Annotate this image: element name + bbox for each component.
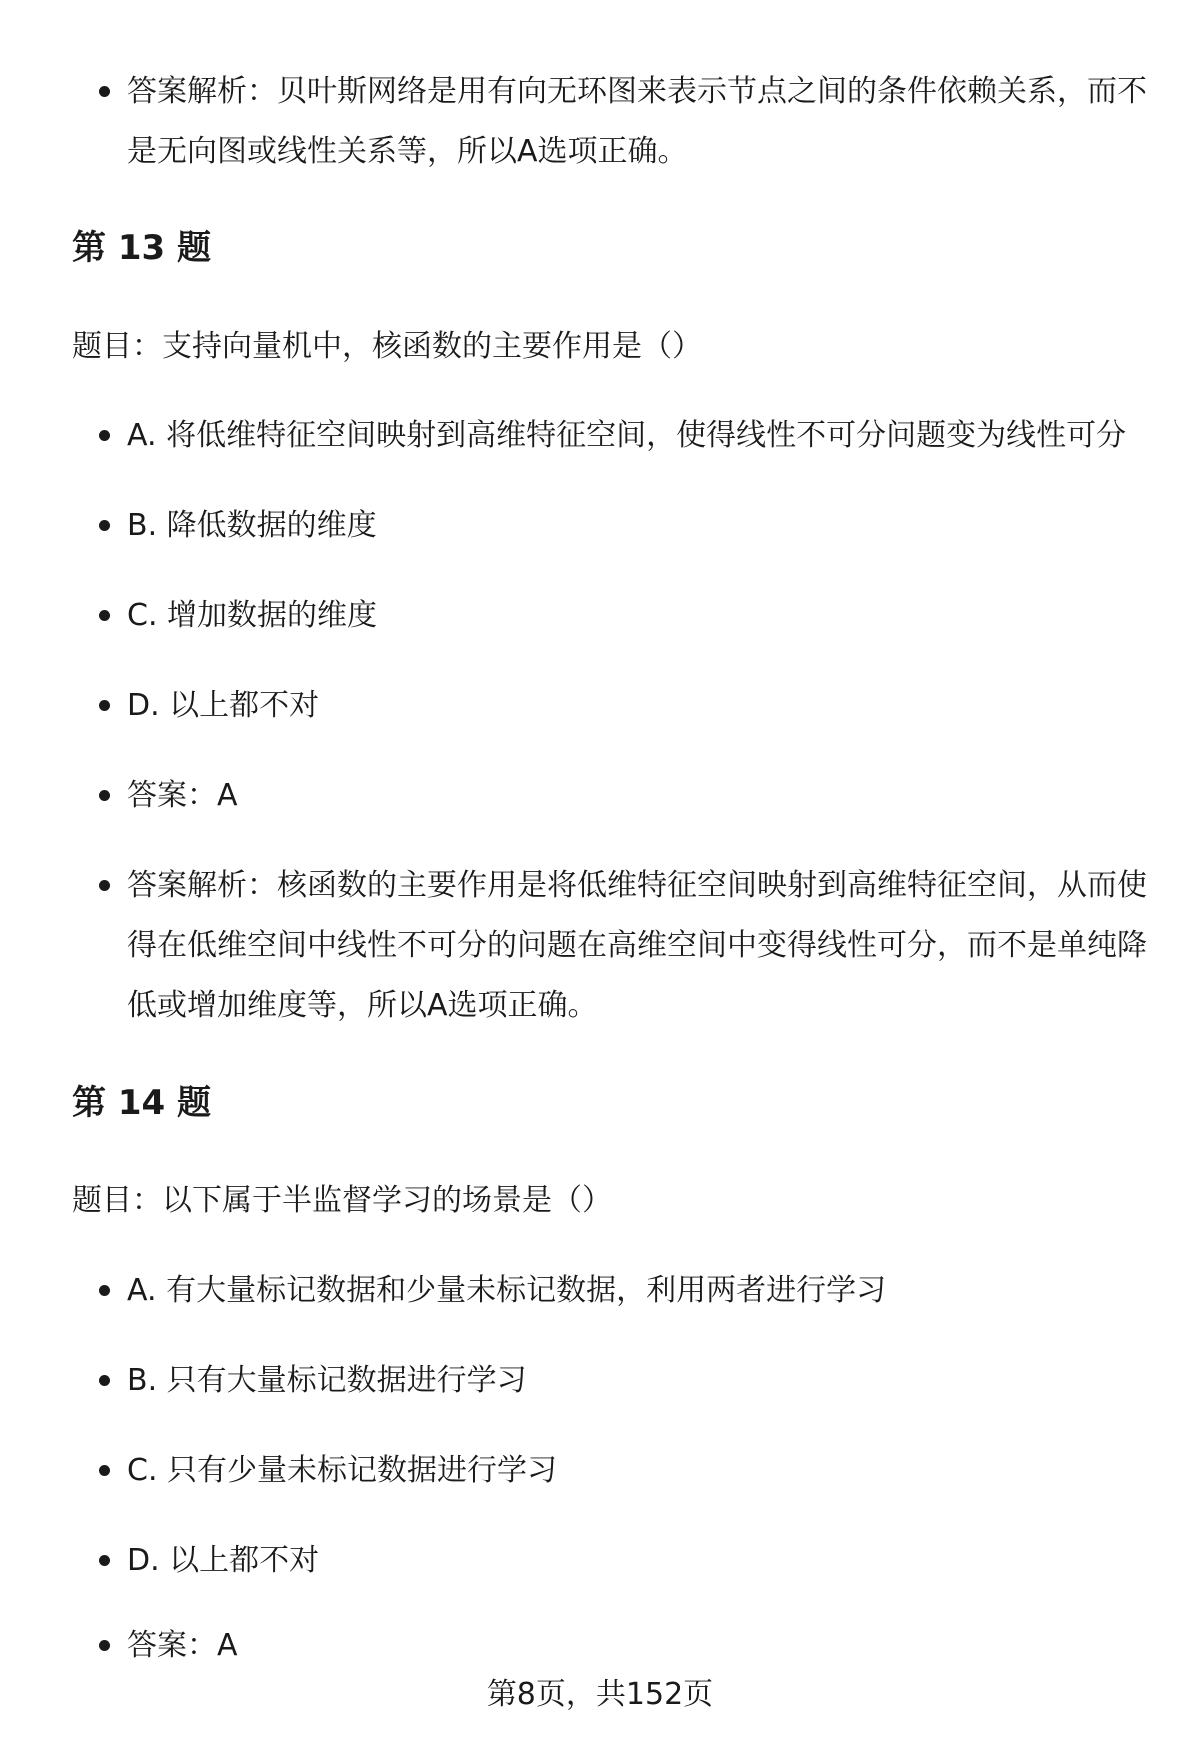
q13-question: 题目：支持向量机中，核函数的主要作用是（） [72,329,702,364]
q14-option-a: A. 有大量标记数据和少量未标记数据，利用两者进行学习 [127,1261,1147,1321]
q13-heading: 第 13 题 [72,228,211,268]
q13-option-d: D. 以上都不对 [127,676,1147,736]
page-footer: 第8页，共152页 [486,1677,714,1712]
q14-option-b: B. 只有大量标记数据进行学习 [127,1351,1147,1411]
q14-option-c: C. 只有少量未标记数据进行学习 [127,1441,1147,1501]
q13-analysis: 答案解析：核函数的主要作用是将低维特征空间映射到高维特征空间，从而使得在低维空间中线性不可分的问题在高维空间中变得线性可分，而不是单纯降低或增加维度等，所以A选项正确。 [127,856,1147,1036]
q14-answer: 答案：A [127,1616,1147,1676]
q14-heading: 第 14 题 [72,1083,211,1123]
q13-option-c: C. 增加数据的维度 [127,586,1147,646]
q13-answer: 答案：A [127,766,1147,826]
q14-option-d: D. 以上都不对 [127,1531,1147,1591]
q14-question: 题目：以下属于半监督学习的场景是（） [72,1183,612,1218]
q13-option-a: A. 将低维特征空间映射到高维特征空间，使得线性不可分问题变为线性可分 [127,406,1147,466]
q13-option-b: B. 降低数据的维度 [127,496,1147,556]
q12-analysis: 答案解析：贝叶斯网络是用有向无环图来表示节点之间的条件依赖关系，而不是无向图或线性关系等，所以A选项正确。 [127,62,1147,182]
